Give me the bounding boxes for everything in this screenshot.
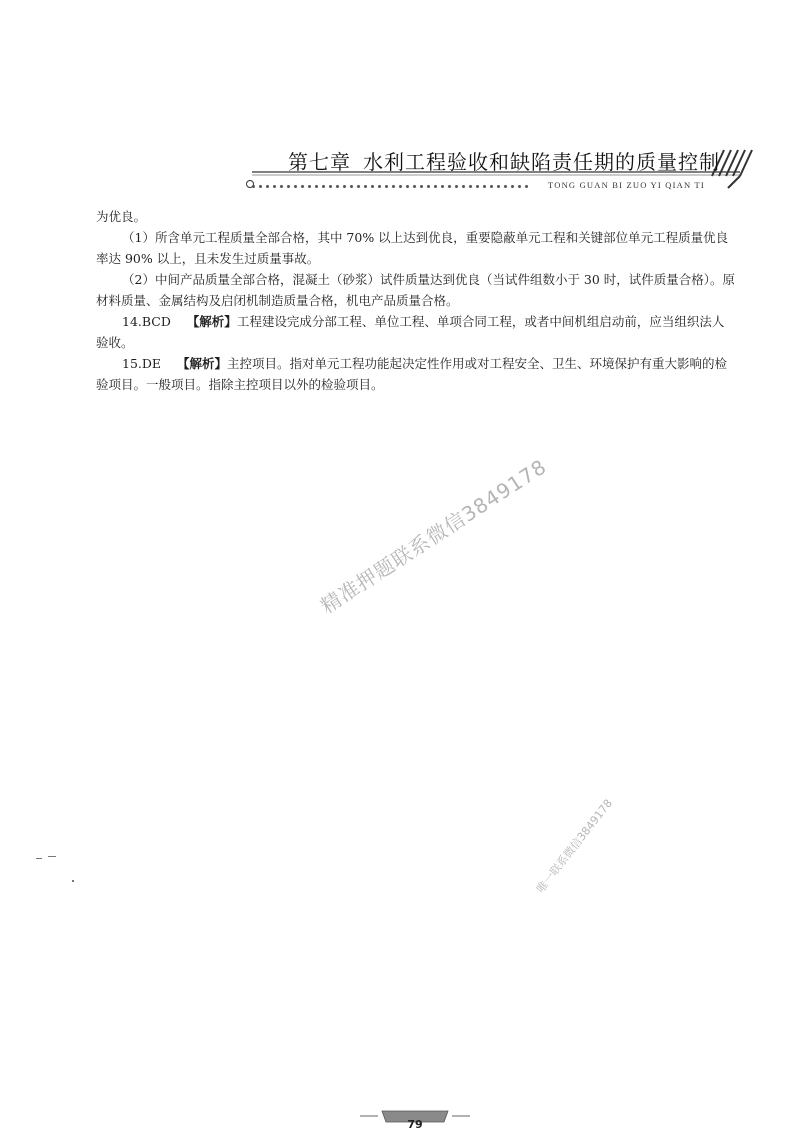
header-dot [476,185,479,188]
header-dot [420,185,423,188]
header-dot [490,185,493,188]
header-dot [252,185,255,188]
answer-number: 15.DE [122,356,162,371]
page-footer [360,1110,470,1132]
header-dot [483,185,486,188]
header-dot [406,185,409,188]
answer-14 [96,311,736,353]
analysis-tag: 【解析】 [186,314,237,329]
answer-text: 工程建设完成分部工程、单位工程、单项合同工程，或者中间机组启动前，应当组织法人验收。 [96,314,725,350]
scan-speck [72,880,74,882]
header-dot [413,185,416,188]
header-dot [350,185,353,188]
chapter-number: 第七章 [288,150,351,174]
header-dot [392,185,395,188]
header-dot [441,185,444,188]
header-dot [308,185,311,188]
header-dot [301,185,304,188]
answer-15 [96,353,736,395]
header-dot-row [252,185,532,188]
header-dot [469,185,472,188]
list-item-1: （1）所含单元工程质量全部合格，其中 70% 以上达到优良，重要隐蔽单元工程和关键部位单元工程质量优良率达 90% 以上，且未发生过质量事故。 [96,230,729,266]
page-content [96,206,736,395]
header-dot [343,185,346,188]
page-number: 79 [407,1118,423,1131]
answer-number: 14.BCD [122,314,171,329]
header-dot [455,185,458,188]
header-dot [462,185,465,188]
header-dot [273,185,276,188]
header-dot [497,185,500,188]
header-dot [266,185,269,188]
watermark-secondary: 唯一联系微信3849178 [533,796,616,896]
header-dot [294,185,297,188]
header-dot [329,185,332,188]
header-dot [399,185,402,188]
watermark-primary: 精准押题联系微信3849178 [316,454,551,619]
header-dot [434,185,437,188]
header-dot [371,185,374,188]
scan-speck [48,856,56,857]
header-dot [259,185,262,188]
chapter-title [288,146,720,175]
chapter-header [0,0,800,200]
list-item-2: （2）中间产品质量全部合格，混凝土（砂浆）试件质量达到优良（当试件组数小于 30 时，试件质量合格）。原材料质量、金属结构及启闭机制造质量合格，机电产品质量合格。 [96,272,736,308]
header-dot [357,185,360,188]
header-dot [511,185,514,188]
answer-text: 主控项目。指对单元工程功能起决定性作用或对工程安全、卫生、环境保护有重大影响的检验项目。一般项目。指除主控项目以外的检验项目。 [96,356,727,392]
header-dot [322,185,325,188]
header-dot [364,185,367,188]
header-dot [287,185,290,188]
header-dot [448,185,451,188]
header-dot [504,185,507,188]
header-dot [315,185,318,188]
header-dot [518,185,521,188]
scan-speck [36,858,42,859]
header-dot [427,185,430,188]
header-dot [280,185,283,188]
chapter-name: 水利工程验收和缺陷责任期的质量控制 [363,150,720,174]
header-dot [336,185,339,188]
header-dot [378,185,381,188]
header-dot [385,185,388,188]
chapter-pinyin: TONG GUAN BI ZUO YI QIAN TI [548,180,705,190]
text-line: 为优良。 [96,209,147,224]
header-dot [525,185,528,188]
analysis-tag: 【解析】 [176,356,227,371]
